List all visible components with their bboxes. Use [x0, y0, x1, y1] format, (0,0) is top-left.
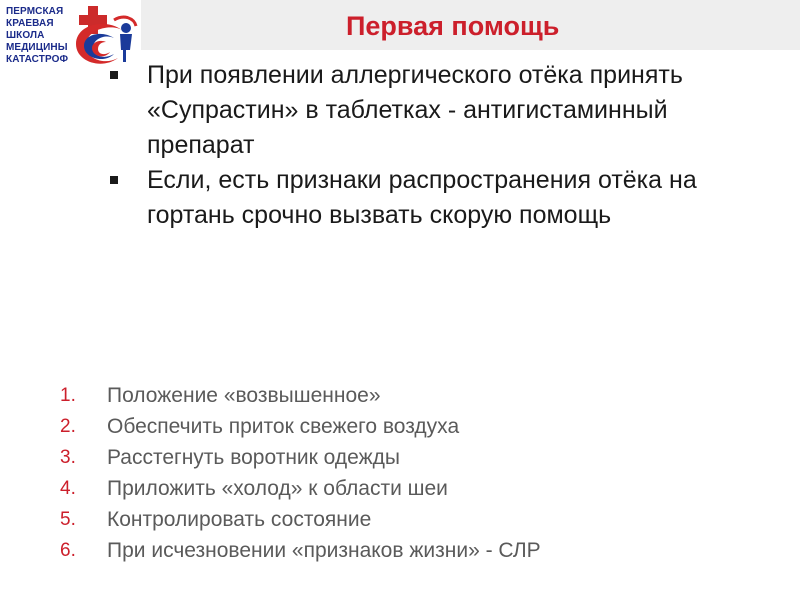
bullet-text: Если, есть признаки распространения отёка на гортань срочно вызвать скорую помощь: [147, 166, 697, 229]
step-number: 6.: [60, 540, 76, 561]
bullet-square-icon: [110, 71, 118, 79]
step-text: Расстегнуть воротник одежды: [107, 446, 400, 469]
step-item: [60, 411, 760, 442]
step-number: 5.: [60, 509, 76, 530]
step-item: [60, 380, 760, 411]
step-number: 4.: [60, 478, 76, 499]
step-text: При исчезновении «признаков жизни» - СЛР: [107, 539, 541, 562]
numbered-steps-list: [60, 380, 760, 566]
step-item: [60, 442, 760, 473]
logo-line: КАТАСТРОФ: [6, 54, 69, 65]
step-text: Обеспечить приток свежего воздуха: [107, 415, 460, 438]
logo-line: КРАЕВАЯ: [6, 18, 54, 29]
logo-line: ШКОЛА: [6, 30, 45, 41]
step-number: 3.: [60, 447, 76, 468]
step-text: Положение «возвышенное»: [107, 384, 381, 407]
step-number: 1.: [60, 385, 76, 406]
logo-line: ПЕРМСКАЯ: [6, 6, 64, 17]
step-item: [60, 504, 760, 535]
step-text: Приложить «холод» к области шеи: [107, 477, 448, 500]
step-item: [60, 473, 760, 504]
bullet-text: При появлении аллергического отёка принять «Супрастин» в таблетках - антигистаминный препарат: [147, 61, 683, 159]
step-text: Контролировать состояние: [107, 508, 372, 531]
logo-line: МЕДИЦИНЫ: [6, 42, 68, 53]
bullet-list: [110, 58, 710, 233]
bullet-item: [110, 58, 710, 163]
slide-title: Первая помощь: [346, 11, 560, 41]
step-number: 2.: [60, 416, 76, 437]
bullet-square-icon: [110, 176, 118, 184]
bullet-item: [110, 163, 710, 233]
step-item: [60, 535, 760, 566]
